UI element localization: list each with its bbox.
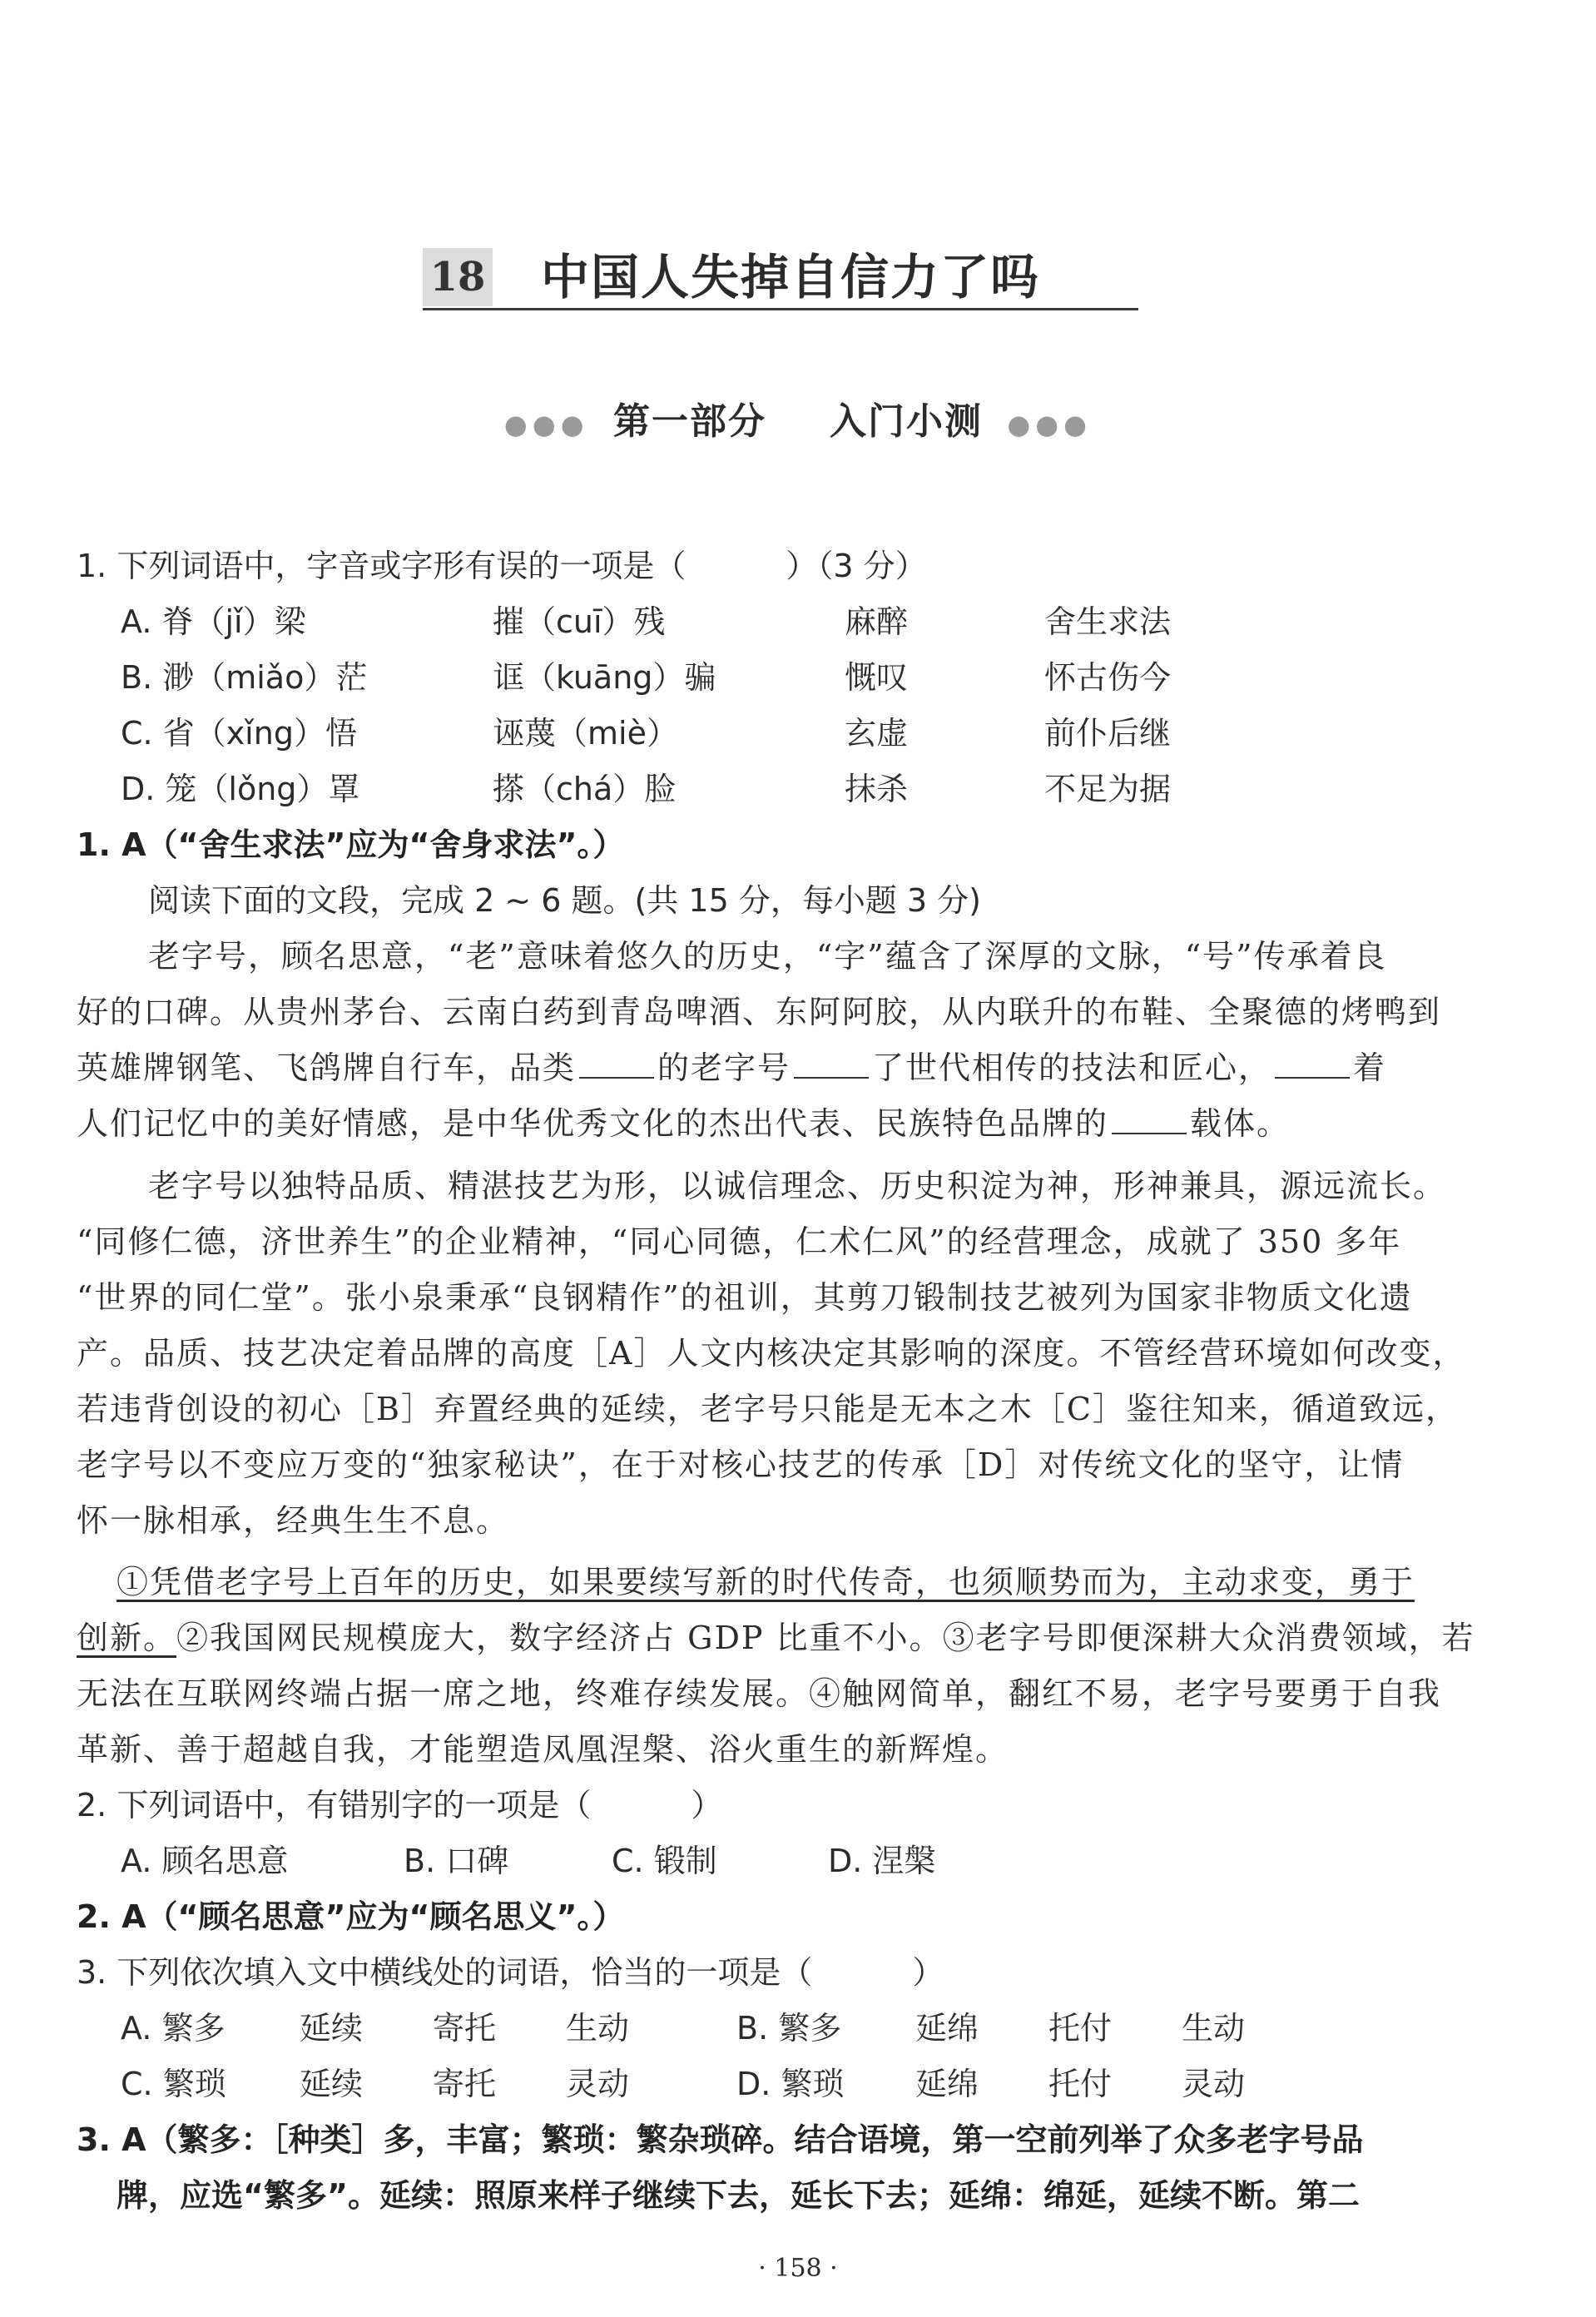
section-name: 入门小测 — [830, 400, 983, 443]
q2-answer: 2. A（“顾名思意”应为“顾名思义”。） — [77, 1898, 625, 1935]
q3-stem: 3. 下列依次填入文中横线处的词语，恰当的一项是（ ） — [77, 1954, 944, 1991]
passage-line-3: 英雄牌钢笔、飞鸽牌自行车，品类 的老字号 了世代相传的技法和匠心， 着 — [77, 1049, 1387, 1086]
blank-3 — [1275, 1049, 1350, 1079]
q3-answer-line-1: 3. A（繁多：［种类］多，丰富；繁琐：繁杂琐碎。结合语境，第一空前列举了众多老字号品 — [77, 2121, 1364, 2158]
dots-left-icon: ●●● — [503, 408, 589, 440]
passage-line-11: 怀一脉相承，经典生生不息。 — [77, 1502, 510, 1539]
chapter-number: 18 — [423, 248, 493, 306]
passage-line-14: 无法在互联网终端占据一席之地，终难存续发展。④触网简单，翻红不易，老字号要勇于自我 — [77, 1675, 1442, 1712]
passage-line-12: ①凭借老字号上百年的历史，如果要续写新的时代传奇，也须顺势而为，主动求变，勇于 — [116, 1564, 1415, 1600]
passage-line-9: 若违背创设的初心［B］弃置经典的延续，老字号只能是无本之木［C］鉴往知来，循道致远， — [77, 1391, 1460, 1427]
page-number: · 158 · — [758, 2254, 838, 2283]
q3-answer-line-2: 牌，应选“繁多”。延续：照原来样子继续下去，延长下去；延绵：绵延，延续不断。第二 — [116, 2177, 1360, 2214]
blank-4 — [1112, 1104, 1187, 1134]
chapter-title-text: 中国人失掉自信力了吗 — [541, 249, 1041, 305]
document-page: 18 中国人失掉自信力了吗 ●●● 第一部分 入门小测 ●●● 1. 下列词语中，字音或字形有误的一项是（ ）（3 分） A. 脊（jǐ）梁 摧（cuī）残 麻醉 舍生求法 B. 渺（miǎo）茫 诓（kuāng）骗 慨叹 怀古伤今 C. 省（xǐng）悟 诬蔑（miè） 玄虚 前仆后继 D. 笼（lǒng）罩 搽（chá）脸 抹杀 不足为据 1. A（“舍生求法”应为“舍身求法”。） 阅读下面的文段，完成 2 ~ 6 题。(共 15 分，每小题 3 分) 老字号，顾名思意，“老”意味着悠久的历史，“字”蕴含了深厚的文脉，“号”传承着良 好的口碑。从贵州茅台、云南白药到青岛啤酒、东阿阿胶，从内联升的布鞋、全聚德的烤鸭到 英雄牌钢笔、飞鸽牌自行车，品类 的老字号 了世代相传的技法和匠心， 着 人们记忆中的美好情感，是中华优秀文化的杰出代表、民族特色品牌的 载体。 老字号以独特品质、精湛技艺为形，以诚信理念、历史积淀为神，形神兼具，源远流长。 “同修仁德，济世养生”的企业精神，“同心同德，仁术仁风”的经营理念，成就了 350 多年 “世界的同仁堂”。张小泉秉承“良钢精作”的祖训，其剪刀锻制技艺被列为国家非物质文化遗 产。品质、技艺决定着品牌的高度［A］人文内核决定其影响的深度。不管经营环境如何改变， 若违背创设的初心［B］弃置经典的延续，老字号只能是无本之木［C］鉴往知来，循道致远， 老字号以不变应万变的“独家秘诀”，在于对核心技艺的传承［D］对传统文化的坚守，让情 怀一脉相承，经典生生不息。 ①凭借老字号上百年的历史，如果要续写新的时代传奇，也须顺势而为，主动求变，勇于 创新。②我国网民规模庞大，数字经济占 GDP 比重不小。③老字号即便深耕大众消费领域，若 无法在互联网终端占据一席之地，终难存续发展。④触网简单，翻红不易，老字号要勇于自我 革新、善于超越自我，才能塑造凤凰涅槃、浴火重生的新辉煌。 2. 下列词语中，有错别字的一项是（ ） A. 顾名思意 B. 口碑 C. 锻制 D. 涅槃 2. A（“顾名思意”应为“顾名思义”。） 3. 下列依次填入文中横线处的词语，恰当的一项是（ ） A. 繁多 延续 寄托 生动 B. 繁多 延绵 托付 生动 C. 繁琐 延续 寄托 灵动 D. 繁琐 延绵 托付 灵动 3. A（繁多：［种类］多，丰富；繁琐：繁杂琐碎。结合语境，第一空前列举了众多老字号品 牌，应选“繁多”。延续：照原来样子继续下去，延长下去；延绵：绵延，延续不断。第二 · 158 · — [0, 0, 1596, 2317]
passage-line-4: 人们记忆中的美好情感，是中华优秀文化的杰出代表、民族特色品牌的 载体。 — [77, 1105, 1291, 1142]
q1-stem: 1. 下列词语中，字音或字形有误的一项是（ ）（3 分） — [77, 548, 927, 584]
q2-stem: 2. 下列词语中，有错别字的一项是（ ） — [77, 1787, 723, 1823]
passage-line-6: “同修仁德，济世养生”的企业精神，“同心同德，仁术仁风”的经营理念，成就了 350 多年 — [77, 1223, 1402, 1260]
passage-line-5: 老字号以独特品质、精湛技艺为形，以诚信理念、历史积淀为神，形神兼具，源远流长。 — [148, 1168, 1447, 1204]
passage-line-13: 创新。②我国网民规模庞大，数字经济占 GDP 比重不小。③老字号即便深耕大众消费领域，若 — [77, 1620, 1475, 1656]
q1-answer: 1. A（“舍生求法”应为“舍身求法”。） — [77, 826, 625, 863]
section-heading — [0, 391, 1596, 444]
passage-line-8: 产。品质、技艺决定着品牌的高度［A］人文内核决定其影响的深度。不管经营环境如何改变， — [77, 1335, 1466, 1372]
passage-line-15: 革新、善于超越自我，才能塑造凤凰涅槃、浴火重生的新辉煌。 — [77, 1731, 1009, 1768]
reading-intro: 阅读下面的文段，完成 2 ~ 6 题。(共 15 分，每小题 3 分) — [148, 882, 982, 919]
passage-line-2: 好的口碑。从贵州茅台、云南白药到青岛啤酒、东阿阿胶，从内联升的布鞋、全聚德的烤鸭到 — [77, 994, 1442, 1030]
chapter-title — [423, 248, 1138, 310]
dots-right-icon: ●●● — [1007, 408, 1093, 440]
passage-line-10: 老字号以不变应万变的“独家秘诀”，在于对核心技艺的传承［D］对传统文化的坚守，让情 — [77, 1446, 1405, 1483]
blank-2 — [794, 1049, 869, 1079]
blank-1 — [579, 1049, 654, 1079]
section-part: 第一部分 — [613, 400, 766, 443]
passage-line-7: “世界的同仁堂”。张小泉秉承“良钢精作”的祖训，其剪刀锻制技艺被列为国家非物质文化遗 — [77, 1279, 1413, 1316]
passage-line-1: 老字号，顾名思意，“老”意味着悠久的历史，“字”蕴含了深厚的文脉，“号”传承着良 — [148, 938, 1387, 975]
